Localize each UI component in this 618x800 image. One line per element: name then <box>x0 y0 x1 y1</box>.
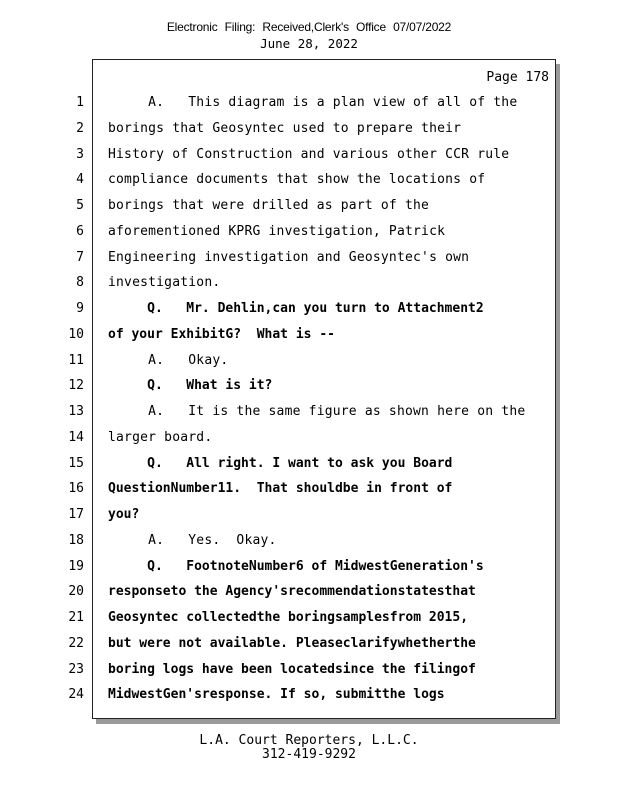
filing-stamp: Electronic Filing: Received,Clerk's Office 07/07/2022 <box>166 20 452 34</box>
line-text: Q. All right. I want to ask you Board <box>108 455 453 471</box>
line-text: QuestionNumber11. That shouldbe in front of <box>108 481 453 497</box>
transcript-line <box>0 375 618 397</box>
transcript-line <box>0 350 618 372</box>
line-number: 1 <box>76 95 84 110</box>
transcript-line <box>0 118 618 140</box>
line-text: of your ExhibitG? What is -- <box>108 326 335 342</box>
transcript-line <box>0 401 618 423</box>
transcript-line <box>0 221 618 243</box>
line-number: 21 <box>68 610 84 625</box>
transcript-line <box>0 581 618 603</box>
transcript-date: June 28, 2022 <box>260 36 358 51</box>
line-text: Geosyntec collectedthe boringsamplesfrom 2015, <box>108 610 469 625</box>
line-text: A. It is the same figure as shown here on the <box>108 404 526 419</box>
reporter-firm: L.A. Court Reporters, L.L.C. <box>199 733 419 748</box>
line-text: A. Yes. Okay. <box>108 532 277 548</box>
transcript-line <box>0 504 618 526</box>
line-text: borings that were drilled as part of the <box>108 198 430 213</box>
line-text: you? <box>108 507 140 522</box>
line-number: 8 <box>76 275 84 291</box>
line-number: 23 <box>68 661 84 677</box>
transcript-line <box>0 144 618 166</box>
transcript-line <box>0 298 618 320</box>
line-number: 16 <box>68 481 84 497</box>
line-text: compliance documents that show the locations of <box>108 172 486 188</box>
line-text: investigation. <box>108 275 221 291</box>
transcript-line <box>0 169 618 191</box>
line-text: boring logs have been locatedsince the filingof <box>108 661 476 677</box>
transcript-line <box>0 92 618 114</box>
transcript-line <box>0 453 618 475</box>
transcript-line <box>0 195 618 217</box>
line-number: 17 <box>68 507 84 522</box>
line-number: 15 <box>68 455 84 471</box>
line-number: 9 <box>76 301 84 316</box>
transcript-line <box>0 478 618 500</box>
line-text: A. This diagram is a plan view of all of the <box>108 95 518 110</box>
line-number: 19 <box>68 558 84 574</box>
transcript-line <box>0 607 618 629</box>
line-text: larger board. <box>108 429 213 445</box>
transcript-line <box>0 427 618 449</box>
line-number: 18 <box>68 532 84 548</box>
line-text: Q. Mr. Dehlin,can you turn to Attachment2 <box>108 301 484 316</box>
line-number: 2 <box>76 120 84 136</box>
line-number: 22 <box>68 635 84 651</box>
line-number: 6 <box>76 223 84 239</box>
line-text: History of Construction and various other CCR rule <box>108 146 510 162</box>
line-number: 20 <box>68 584 84 600</box>
transcript-line <box>0 684 618 706</box>
transcript-line <box>0 247 618 269</box>
line-text: borings that Geosyntec used to prepare their <box>108 120 462 136</box>
transcript-line <box>0 530 618 552</box>
line-text: A. Okay. <box>108 352 229 368</box>
line-number: 4 <box>76 172 84 188</box>
line-number: 10 <box>68 326 84 342</box>
line-number: 12 <box>68 378 84 394</box>
line-number: 13 <box>68 404 84 419</box>
line-text: Q. FootnoteNumber6 of MidwestGeneration's <box>108 558 484 574</box>
transcript-line <box>0 556 618 578</box>
line-number: 24 <box>68 687 84 703</box>
transcript-line <box>0 659 618 681</box>
reporter-phone: 312-419-9292 <box>262 747 356 762</box>
transcript-line <box>0 272 618 294</box>
line-text: MidwestGen'sresponse. If so, submitthe logs <box>108 687 445 703</box>
line-number: 5 <box>76 198 84 213</box>
line-text: responseto the Agency'srecommendationstatesthat <box>108 584 476 600</box>
line-text: Q. What is it? <box>108 378 273 394</box>
line-number: 14 <box>68 429 84 445</box>
line-number: 11 <box>68 352 84 368</box>
page-number: Page 178 <box>486 70 549 85</box>
line-text: Engineering investigation and Geosyntec's own <box>108 249 470 265</box>
line-text: but were not available. Pleaseclarifywhetherthe <box>108 635 476 651</box>
transcript-line <box>0 324 618 346</box>
line-number: 3 <box>76 146 84 162</box>
transcript-line <box>0 633 618 655</box>
line-text: aforementioned KPRG investigation, Patrick <box>108 223 446 239</box>
line-number: 7 <box>76 249 84 265</box>
